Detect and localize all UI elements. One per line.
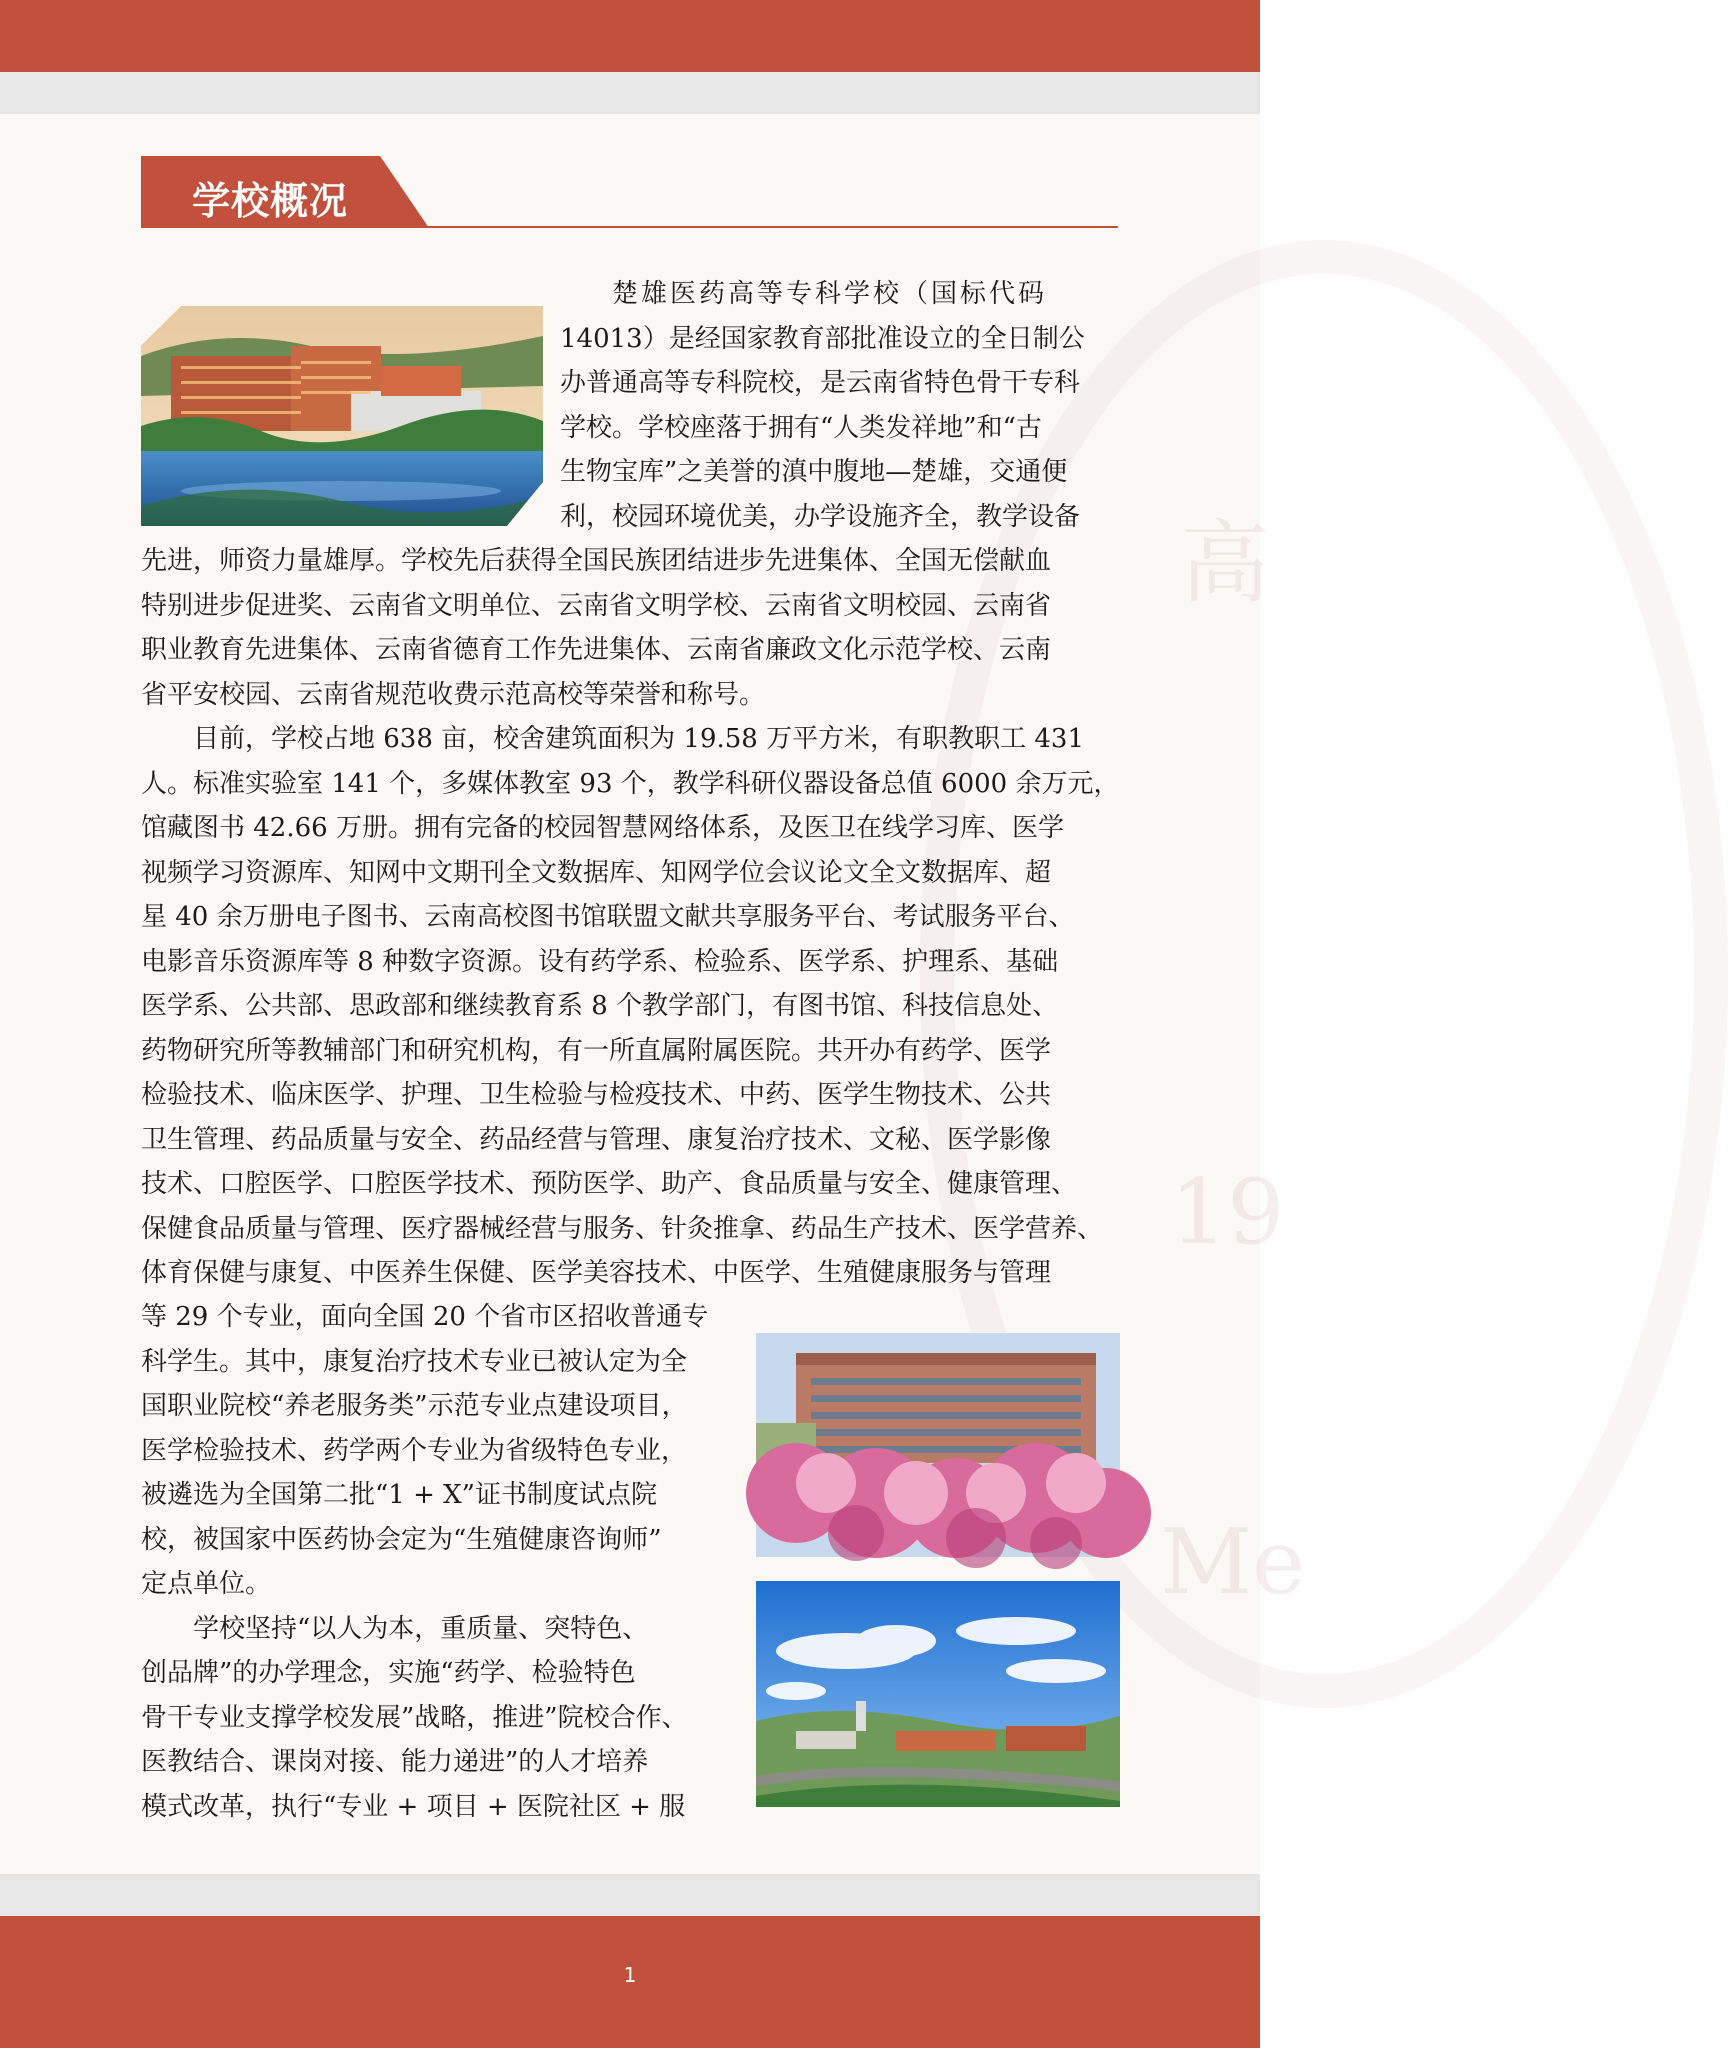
main-text-block xyxy=(141,539,1119,1296)
paragraph-line: 国职业院校“养老服务类”示范专业点建设项目， xyxy=(141,1391,688,1421)
paragraph-line: 校，被国家中医药协会定为“生殖健康咨询师” xyxy=(141,1524,662,1555)
paragraph-line: 楚雄医药高等专科学校（国标代码 xyxy=(612,279,1048,309)
watermark-char: 高 xyxy=(1180,511,1270,616)
intro-wrap-top xyxy=(560,272,1085,539)
top-gray-band xyxy=(0,72,1260,114)
watermark-char: Me xyxy=(1160,1510,1306,1615)
paragraph-line: 特别进步促进奖、云南省文明单位、云南省文明学校、云南省文明校园、云南省 xyxy=(141,590,1052,621)
paragraph-line: 医教结合、课岗对接、能力递进”的人才培养 xyxy=(141,1747,649,1777)
paragraph-line: 学校。学校座落于拥有“人类发祥地”和“古 xyxy=(560,412,1042,443)
section-title: 学校概况 xyxy=(192,179,349,223)
paragraph-line: 模式改革，执行“专业 + 项目 + 医院社区 + 服 xyxy=(141,1791,686,1822)
bottom-gray-band xyxy=(0,1874,1260,1916)
paragraph-line: 技术、口腔医学、口腔医学技术、预防医学、助产、食品质量与安全、健康管理、 xyxy=(141,1169,1078,1199)
paragraph-line: 馆藏图书 42.66 万册。拥有完备的校园智慧网络体系，及医卫在线学习库、医学 xyxy=(141,813,1064,843)
paragraph-line: 等 29 个专业，面向全国 20 个省市区招收普通专 xyxy=(141,1302,709,1332)
paragraph-line: 保健食品质量与管理、医疗器械经营与服务、针灸推拿、药品生产技术、医学营养、 xyxy=(141,1213,1104,1244)
paragraph-line: 科学生。其中，康复治疗技术专业已被认定为全 xyxy=(141,1346,688,1377)
paragraph-line: 学校坚持“以人为本，重质量、突特色、 xyxy=(193,1613,649,1644)
paragraph-line: 体育保健与康复、中医养生保健、医学美容技术、中医学、生殖健康服务与管理 xyxy=(141,1258,1052,1288)
paragraph-line: 被遴选为全国第二批“1 + X”证书制度试点院 xyxy=(141,1480,657,1510)
paragraph-line: 职业教育先进集体、云南省德育工作先进集体、云南省廉政文化示范学校、云南 xyxy=(141,635,1052,665)
paragraph-line: 定点单位。 xyxy=(141,1569,272,1599)
text-wrap-bottom xyxy=(141,1295,708,1829)
paragraph-line: 检验技术、临床医学、护理、卫生检验与检疫技术、中药、医学生物技术、公共 xyxy=(141,1080,1052,1110)
paragraph-line: 医学检验技术、药学两个专业为省级特色专业， xyxy=(141,1435,688,1466)
paragraph-line: 医学系、公共部、思政部和继续教育系 8 个教学部门，有图书馆、科技信息处、 xyxy=(141,991,1059,1021)
aerial-campus-photo xyxy=(756,1581,1120,1807)
paragraph-line: 电影音乐资源库等 8 种数字资源。设有药学系、检验系、医学系、护理系、基础 xyxy=(141,946,1059,977)
paragraph-line: 省平安校园、云南省规范收费示范高校等荣誉和称号。 xyxy=(141,679,766,710)
paragraph-line: 办普通高等专科院校，是云南省特色骨干专科 xyxy=(560,368,1081,398)
campus-lake-photo xyxy=(141,306,543,526)
top-color-band xyxy=(0,0,1260,72)
watermark-char: 19 xyxy=(1170,1160,1285,1265)
paragraph-line: 创品牌”的办学理念，实施“药学、检验特色 xyxy=(141,1658,636,1688)
paragraph-line: 骨干专业支撑学校发展”战略，推进”院校合作、 xyxy=(141,1702,688,1733)
page-number: 1 xyxy=(623,1963,637,1987)
paragraph-line: 药物研究所等教辅部门和研究机构，有一所直属附属医院。共开办有药学、医学 xyxy=(141,1035,1052,1066)
heading-underline xyxy=(141,226,1118,228)
cherry-blossom-building-photo xyxy=(756,1333,1120,1557)
paragraph-line: 先进，师资力量雄厚。学校先后获得全国民族团结进步先进集体、全国无偿献血 xyxy=(141,546,1052,576)
paragraph-line: 生物宝库”之美誉的滇中腹地—楚雄，交通便 xyxy=(560,457,1068,487)
paragraph-line: 目前，学校占地 638 亩，校舍建筑面积为 19.58 万平方米，有职教职工 431 xyxy=(193,724,1085,754)
paragraph-line: 利，校园环境优美，办学设施齐全，教学设备 xyxy=(560,501,1081,532)
paragraph-line: 卫生管理、药品质量与安全、药品经营与管理、康复治疗技术、文秘、医学影像 xyxy=(141,1124,1052,1155)
paragraph-line: 人。标准实验室 141 个，多媒体教室 93 个，教学科研仪器设备总值 6000 余万元， xyxy=(141,768,1120,799)
paragraph-line: 14013）是经国家教育部批准设立的全日制公 xyxy=(560,323,1085,354)
paragraph-line: 视频学习资源库、知网中文期刊全文数据库、知网学位会议论文全文数据库、超 xyxy=(141,857,1052,888)
paragraph-line: 星 40 余万册电子图书、云南高校图书馆联盟文献共享服务平台、考试服务平台、 xyxy=(141,902,1075,932)
